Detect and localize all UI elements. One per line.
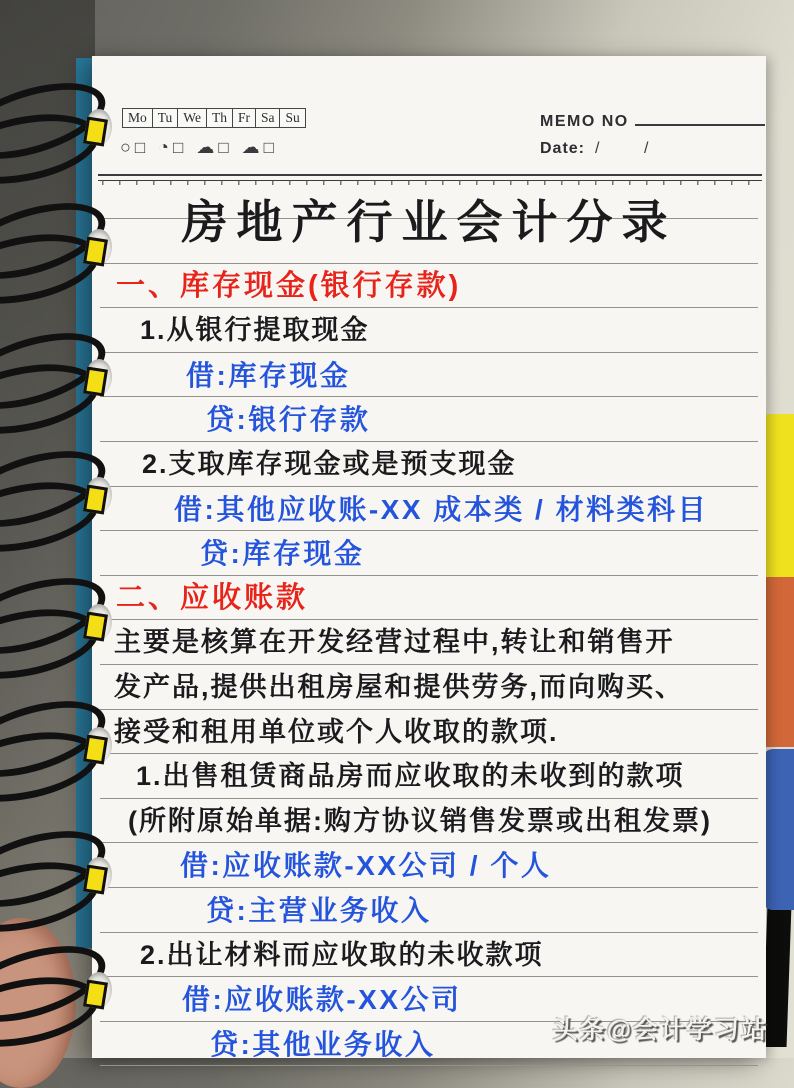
weekday-cell: We: [178, 108, 207, 128]
spiral-ring: [0, 85, 126, 183]
rainy-icon: ☁: [196, 137, 215, 157]
spiral-ring: [0, 833, 126, 931]
memo-no-label: [540, 110, 765, 131]
note-line: 一、库存现金(银行存款): [100, 264, 758, 309]
note-line: 发产品,提供出租房屋和提供劳务,而向购买、: [100, 665, 758, 710]
weather-row: [120, 138, 274, 156]
spiral-ring: [0, 453, 126, 551]
note-line: 借:应收账款-XX公司 / 个人: [100, 843, 758, 888]
snowy-icon: ☁: [241, 137, 260, 157]
wire-notch: [83, 612, 108, 642]
header-divider-ticks: [102, 180, 758, 185]
wire-notch: [83, 117, 108, 147]
note-line: 贷:其他业务收入: [100, 1022, 758, 1067]
note-line: 2.支取库存现金或是预支现金: [100, 442, 758, 487]
weekday-strip: [122, 108, 306, 128]
memo-page: [92, 56, 766, 1058]
weather-checkbox: □: [263, 137, 274, 157]
note-line: (所附原始单据:购方协议销售发票或出租发票): [100, 799, 758, 844]
note-line: 2.出让材料而应收取的未收款项: [100, 933, 758, 978]
spiral-ring: [0, 703, 126, 801]
wire-notch: [83, 735, 108, 765]
wire-notch: [83, 980, 108, 1010]
note-line: 接受和租用单位或个人收取的款项.: [100, 710, 758, 755]
spiral-ring: [0, 205, 126, 303]
partly-cloudy-icon: ◔: [158, 137, 170, 157]
memo-no-blank-line: [635, 110, 765, 126]
spiral-ring: [0, 335, 126, 433]
note-line: 1.从银行提取现金: [100, 308, 758, 353]
date-slashes: / /: [595, 140, 650, 157]
weekday-cell: Th: [207, 108, 233, 128]
note-line: 贷:主营业务收入: [100, 888, 758, 933]
weather-item: [158, 138, 183, 156]
note-lines: [100, 218, 758, 1066]
note-line: 贷:银行存款: [100, 397, 758, 442]
index-tab-yellow: [763, 414, 794, 577]
weather-checkbox: □: [134, 137, 146, 157]
wire-notch: [83, 367, 108, 397]
weekday-cell: Fr: [233, 108, 256, 128]
note-line: 主要是核算在开发经营过程中,转让和销售开: [100, 620, 758, 665]
spiral-ring: [0, 580, 126, 678]
spiral-ring: [0, 948, 126, 1046]
weekday-cell: Mo: [122, 108, 153, 128]
page-title: 房地产行业会计分录: [181, 196, 677, 248]
weather-checkbox: □: [173, 137, 184, 157]
index-tab-blue: [763, 749, 794, 910]
weekday-cell: Sa: [256, 108, 281, 128]
sunny-icon: ○: [120, 137, 131, 157]
memo-no-text: MEMO NO: [540, 113, 629, 130]
note-line: 借:其他应收账-XX 成本类 / 材料类科目: [100, 487, 758, 532]
weather-checkbox: □: [218, 137, 229, 157]
weekday-cell: Su: [280, 108, 305, 128]
note-line: 借:应收账款-XX公司: [100, 977, 758, 1022]
wire-notch: [83, 237, 108, 267]
index-tab-orange: [763, 577, 794, 747]
watermark: 头条@会计学习站: [552, 1016, 768, 1044]
note-line: 贷:库存现金: [100, 531, 758, 576]
note-line: 借:库存现金: [100, 353, 758, 398]
note-line: 1.出售租赁商品房而应收取的未收到的款项: [100, 754, 758, 799]
date-label: Date:: [540, 140, 586, 157]
date-row: [540, 140, 649, 158]
note-line: 二、应收账款: [100, 576, 758, 621]
weather-item: [196, 138, 228, 156]
wire-notch: [83, 485, 108, 515]
weather-item: [242, 138, 274, 156]
weekday-cell: Tu: [153, 108, 179, 128]
wire-notch: [83, 865, 108, 895]
